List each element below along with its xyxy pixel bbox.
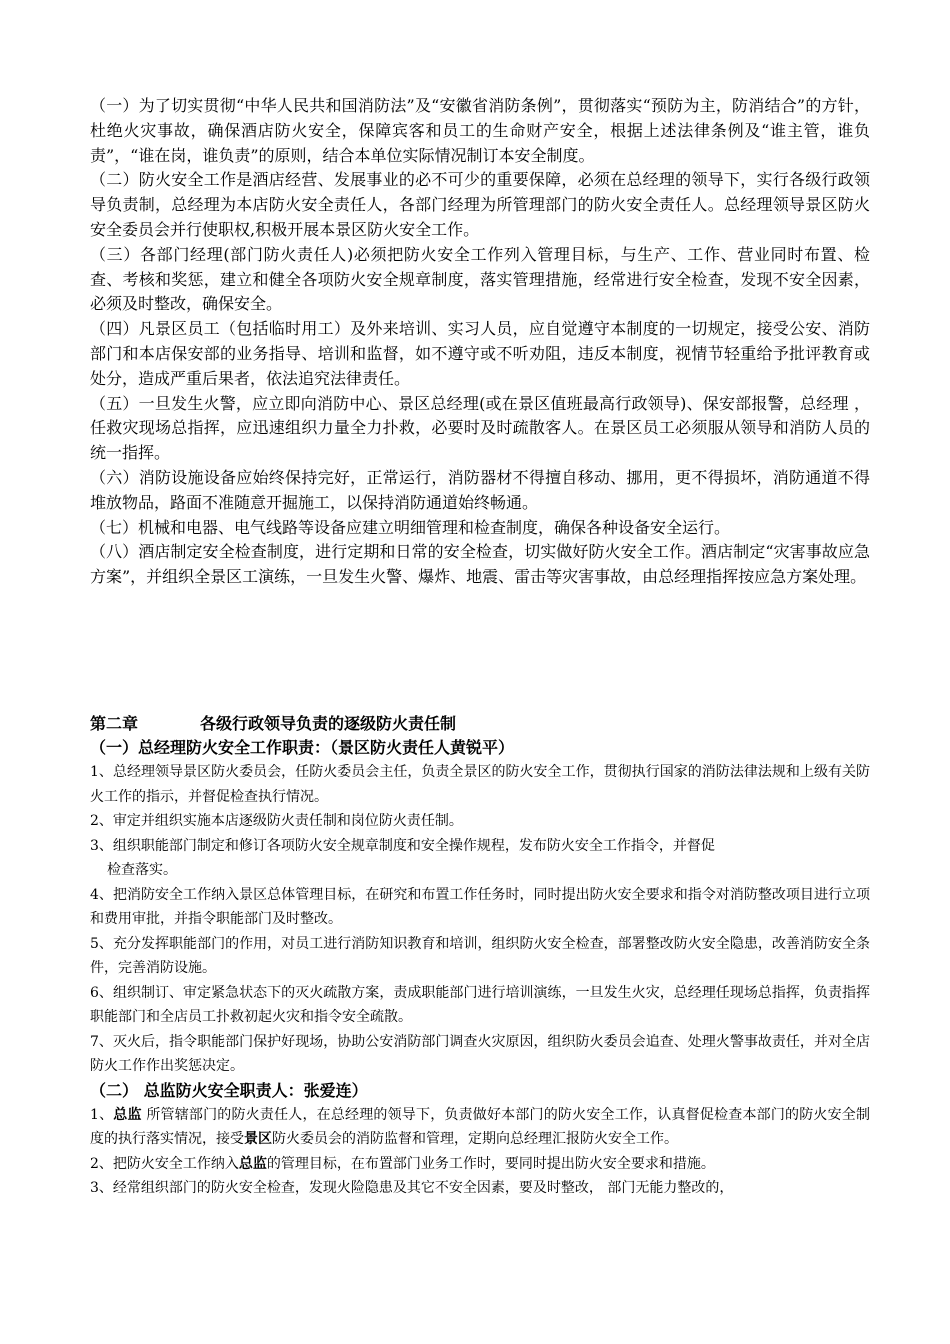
- list-item-number: 1、: [90, 1106, 114, 1123]
- section-2-heading: （二） 总监防火安全职责人：张爱连）: [90, 1080, 368, 1100]
- list-item: 6、组织制订、审定紧急状态下的灭火疏散方案，责成职能部门进行培训演练，一旦发生火灾，总经理任现场总指挥，负责指挥职能部门和全店员工扑救初起火灾和指令安全疏散。: [90, 984, 870, 1025]
- intro-paragraph-5: （五）一旦发生火警，应立即向消防中心、景区总经理(或在景区值班最高行政领导)、保安部报警，总经理 ，任救灾现场总指挥，应迅速组织力量全力扑救，必要时及时疏散客人。在景区员工必须服从领导和消防人员的统一指挥。: [90, 393, 870, 463]
- chapter-section: [90, 712, 870, 1201]
- intro-paragraph-3: （三）各部门经理(部门防火责任人)必须把防火安全工作列入管理目标，与生产、工作、营业同时布置、检查、考核和奖惩，建立和健全各项防火安全规章制度，落实管理措施，经常进行安全检查，发现不安全因素，必须及时整改，确保安全。: [90, 244, 870, 314]
- intro-paragraph-7: （七）机械和电器、电气线路等设备应建立明细管理和检查制度，确保各种设备安全运行。: [90, 517, 731, 537]
- intro-paragraph-2: （二）防火安全工作是酒店经营、发展事业的必不可少的重要保障，必须在总经理的领导下，实行各级行政领导负责制，总经理为本店防火安全责任人，各部门经理为所管理部门的防火安全责任人。总经理领导景区防火安全委员会并行使职权,积极开展本景区防火安全工作。: [90, 170, 870, 239]
- chapter-number: 第二章: [90, 714, 139, 733]
- list-item: 1、总经理领导景区防火委员会，任防火委员会主任，负责全景区的防火安全工作，贯彻执行国家的消防法律法规和上级有关防火工作的指示，并督促检查执行情况。: [90, 764, 870, 805]
- emphasis-text: 总监: [238, 1155, 267, 1172]
- section-1-list: [90, 760, 870, 1079]
- list-item: [90, 834, 870, 883]
- intro-paragraph-8: （八）酒店制定安全检查制度，进行定期和日常的安全检查，切实做好防火安全工作。酒店制定“灾害事故应急方案”，并组织全景区工演练，一旦发生火警、爆炸、地震、雷击等灾害事故，由总经理指挥按应急方案处理。: [90, 542, 870, 587]
- list-item: 4、把消防安全工作纳入景区总体管理目标，在研究和布置工作任务时，同时提出防火安全要求和指令对消防整改项目进行立项和费用审批，并指令职能部门及时整改。: [90, 886, 870, 927]
- list-item: 2、审定并组织实施本店逐级防火责任制和岗位防火责任制。: [90, 813, 463, 829]
- list-item: 3、经常组织部门的防火安全检查，发现火险隐患及其它不安全因素，要及时整改， 部门无能力整改的，: [90, 1180, 734, 1196]
- intro-paragraph-1: （一）为了切实贯彻“中华人民共和国消防法”及“安徽省消防条例”，贯彻落实“预防为主，防消结合”的方针，杜绝火灾事故，确保酒店防火安全，保障宾客和员工的生命财产安全，根据上述法律条例及“谁主管，谁负责”，“谁在岗，谁负责”的原则，结合本单位实际情况制订本安全制度。: [90, 96, 870, 165]
- chapter-heading: [90, 712, 870, 736]
- intro-section: [90, 94, 870, 590]
- list-item-text: 防火委员会的消防监督和管理，定期向总经理汇报防火安全工作。: [272, 1131, 678, 1147]
- list-item: 7、灭火后，指令职能部门保护好现场，协助公安消防部门调查火灾原因，组织防火委员会追查、处理火警事故责任，并对全店防火工作作出奖惩决定。: [90, 1033, 870, 1074]
- section-1-heading: （一）总经理防火安全工作职责：（景区防火责任人黄锐平）: [90, 738, 515, 757]
- list-item-text: 2、把防火安全工作纳入: [90, 1155, 239, 1172]
- emphasis-text: 景区: [244, 1131, 272, 1147]
- list-item: [90, 1152, 870, 1177]
- list-item-text: 所管辖部门的防火责任人，在总经理的领导下，负责做好本部门的防火安全工作，认真督促检查本部门的防火安全制度的执行落实情况，接受: [90, 1106, 870, 1147]
- list-item: [90, 1103, 870, 1152]
- list-item-text: 的管理目标，在布置部门业务工作时，要同时提出防火安全要求和措施。: [266, 1155, 715, 1172]
- intro-paragraph-4: （四）凡景区员工（包括临时用工）及外来培训、实习人员，应自觉遵守本制度的一切规定，接受公安、消防部门和本店保安部的业务指导、培训和监督，如不遵守或不听劝阻，违反本制度，视情节轻重给予批评教育或处分，造成严重后果者，依法追究法律责任。: [90, 319, 870, 388]
- list-item-text: 3、组织职能部门制定和修订各项防火安全规章制度和安全操作规程，发布防火安全工作指令，并督促: [90, 837, 715, 854]
- list-item: 5、充分发挥职能部门的作用，对员工进行消防知识教育和培训，组织防火安全检查，部署整改防火安全隐患，改善消防安全条件，完善消防设施。: [90, 935, 870, 976]
- intro-paragraph-6: （六）消防设施设备应始终保持完好，正常运行，消防器材不得擅自移动、挪用，更不得损坏，消防通道不得堆放物品，路面不准随意开掘施工，以保持消防通道始终畅通。: [90, 467, 870, 512]
- chapter-title: 各级行政领导负责的逐级防火责任制: [200, 714, 457, 733]
- list-item-continuation: 检查落实。: [107, 862, 177, 878]
- section-2-list: [90, 1103, 870, 1201]
- emphasis-text: 总监: [113, 1106, 142, 1123]
